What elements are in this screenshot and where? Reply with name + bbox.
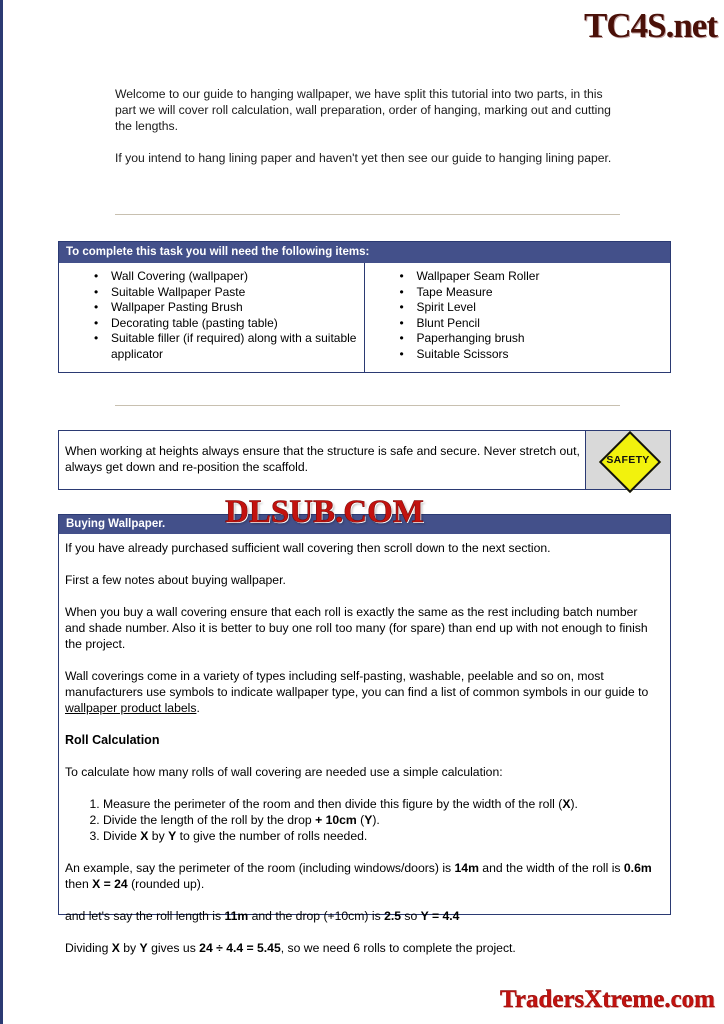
materials-column-left bbox=[59, 263, 365, 372]
section-content bbox=[58, 534, 671, 955]
safety-sign-label: SAFETY bbox=[606, 454, 650, 466]
list-item: 2. Divide the length of the roll by the drop + 10cm (Y). bbox=[103, 812, 658, 828]
roll-calculation-intro: To calculate how many rolls of wall covering are needed use a simple calculation: bbox=[65, 765, 503, 779]
materials-table-header: To complete this task you will need the following items: bbox=[59, 242, 670, 263]
divider-middle bbox=[115, 405, 620, 406]
list-item: • Spirit Level bbox=[417, 300, 667, 316]
materials-table bbox=[58, 241, 671, 373]
list-item: 3. Divide X by Y to give the number of rolls needed. bbox=[103, 828, 658, 844]
materials-column-right bbox=[365, 263, 671, 372]
site-logo-top: TC4S.net bbox=[584, 6, 717, 45]
list-item: • Suitable filler (if required) along with a suitable applicator bbox=[111, 331, 360, 362]
watermark-dlsub: DLSUB.COM bbox=[225, 494, 424, 530]
example-paragraph-1: An example, say the perimeter of the room (including windows/doors) is 14m and the width of the roll is 0.6m then X = 24 (rounded up). bbox=[65, 861, 652, 891]
intro-paragraph-1: Welcome to our guide to hanging wallpaper, we have split this tutorial into two parts, in this part we will cover roll calculation, wall preparation, order of hanging, marking out and cutting the lengths. bbox=[115, 87, 611, 133]
list-item: • Suitable Wallpaper Paste bbox=[111, 285, 360, 301]
list-item: • Tape Measure bbox=[417, 285, 667, 301]
list-item: • Paperhanging brush bbox=[417, 331, 667, 347]
section-paragraph-2: First a few notes about buying wallpaper. bbox=[65, 573, 286, 587]
safety-notice-text: When working at heights always ensure that the structure is safe and secure. Never stretch out, always get down and re-position the scaffold. bbox=[65, 444, 580, 474]
roll-calculation-steps bbox=[65, 796, 658, 844]
wallpaper-product-labels-link[interactable]: wallpaper product labels bbox=[65, 701, 197, 715]
section-paragraph-3: When you buy a wall covering ensure that each roll is exactly the same as the rest including batch number and shade number. Also it is better to buy one roll too many (for spare) than end up with not enough to finish the project. bbox=[65, 605, 648, 651]
watermark-tradersxtreme: TradersXtreme.com bbox=[500, 986, 715, 1013]
intro-paragraph-2: If you intend to hang lining paper and haven't yet then see our guide to hanging lining paper. bbox=[115, 151, 612, 165]
materials-table-body bbox=[59, 263, 670, 372]
safety-notice bbox=[58, 430, 671, 490]
divider-top bbox=[115, 214, 620, 215]
roll-calculation-heading: Roll Calculation bbox=[65, 733, 160, 747]
list-item: • Blunt Pencil bbox=[417, 316, 667, 332]
list-item: 1. Measure the perimeter of the room and then divide this figure by the width of the roll (X). bbox=[103, 796, 658, 812]
section-header-buying-wallpaper: Buying Wallpaper. bbox=[58, 514, 671, 535]
list-item: • Wallpaper Pasting Brush bbox=[111, 300, 360, 316]
section-paragraph-4-post: . bbox=[196, 701, 200, 715]
example-paragraph-3: Dividing X by Y gives us 24 ÷ 4.4 = 5.45, so we need 6 rolls to complete the project. bbox=[65, 941, 516, 955]
section-paragraph-4-pre: Wall coverings come in a variety of types including self-pasting, washable, peelable and so on, most manufacturers use symbols to indicate wallpaper type, you can find a list of common symbols in our guide to bbox=[65, 669, 649, 699]
section-paragraph-4 bbox=[65, 668, 658, 716]
list-item: • Decorating table (pasting table) bbox=[111, 316, 360, 332]
safety-sign bbox=[585, 431, 670, 489]
example-paragraph-2: and let's say the roll length is 11m and the drop (+10cm) is 2.5 so Y = 4.4 bbox=[65, 909, 460, 923]
list-item: • Wallpaper Seam Roller bbox=[417, 269, 667, 285]
intro-block bbox=[115, 86, 620, 182]
list-item: • Wall Covering (wallpaper) bbox=[111, 269, 360, 285]
list-item: • Suitable Scissors bbox=[417, 347, 667, 363]
section-paragraph-1: If you have already purchased sufficient wall covering then scroll down to the next section. bbox=[65, 541, 551, 555]
